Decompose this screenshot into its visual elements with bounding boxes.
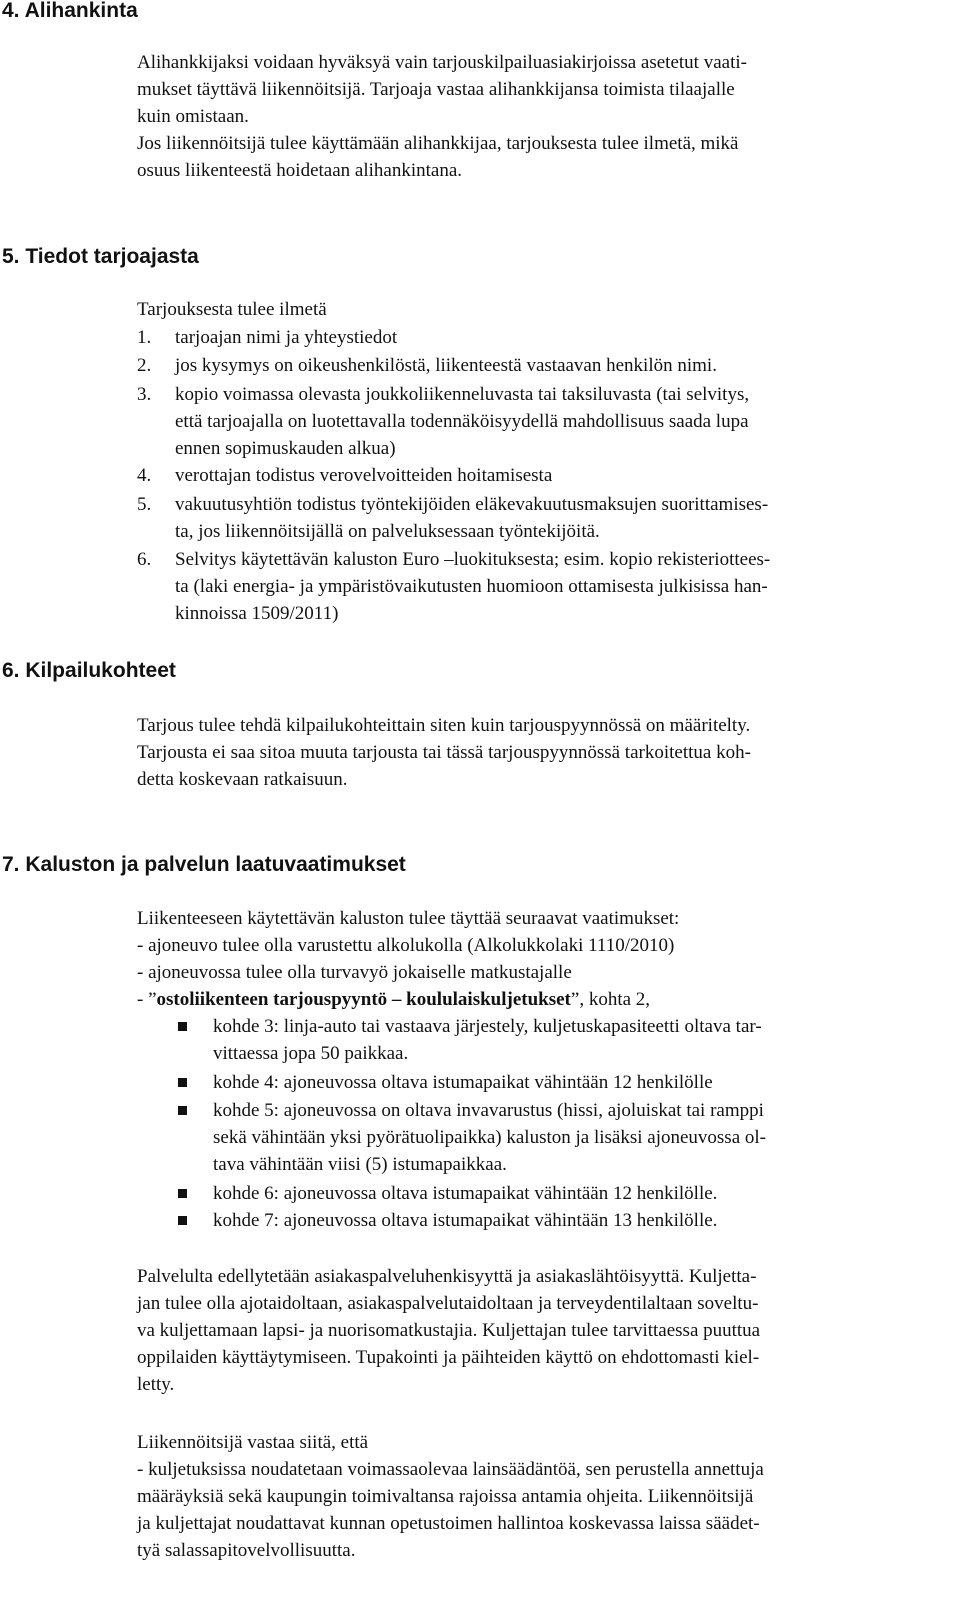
list-number: 3. xyxy=(137,384,152,405)
list-item-text: ta (laki energia- ja ympäristövaikutusten huomioon ottamisesta julkisissa han- xyxy=(175,576,768,597)
s4-line-2: mukset täyttävä liikennöitsijä. Tarjoaja vastaa alihankkijansa toimista tilaajalle xyxy=(137,79,735,100)
square-bullet-icon xyxy=(178,1106,187,1115)
responsibility-line-2: - kuljetuksissa noudatetaan voimassaolevaa lainsäädäntöä, sen perustella annettuja xyxy=(137,1459,764,1480)
responsibility-line-1: Liikennöitsijä vastaa siitä, että xyxy=(137,1432,369,1453)
list-item-text: kinnoissa 1509/2011) xyxy=(175,603,339,624)
list-item-text: että tarjoajalla on luotettavalla todennäköisyydellä mahdollisuus saada lupa xyxy=(175,411,749,432)
ref-prefix: - ” xyxy=(137,989,157,1010)
list-item-text: jos kysymys on oikeushenkilöstä, liikenteestä vastaavan henkilön nimi. xyxy=(175,355,717,376)
service-line-2: jan tulee olla ajotaidoltaan, asiakaspalvelutaidoltaan ja terveydentilaltaan soveltu- xyxy=(137,1293,759,1314)
bullet-text: tava vähintään viisi (5) istumapaikkaa. xyxy=(213,1154,507,1175)
s6-line-3: detta koskevaan ratkaisuun. xyxy=(137,769,348,790)
section-7-heading: 7. Kaluston ja palvelun laatuvaatimukset xyxy=(2,853,406,876)
s7-line-3: - ajoneuvossa tulee olla turvavyö jokaiselle matkustajalle xyxy=(137,962,572,983)
s4-line-5: osuus liikenteestä hoidetaan alihankintana. xyxy=(137,160,463,181)
s7-line-2: - ajoneuvo tulee olla varustettu alkolukolla (Alkolukkolaki 1110/2010) xyxy=(137,935,675,956)
responsibility-line-3: määräyksiä sekä kaupungin toimivaltansa rajoissa antamia ohjeita. Liikennöitsijä xyxy=(137,1486,754,1507)
bullet-text: kohde 4: ajoneuvossa oltava istumapaikat vähintään 12 henkilölle xyxy=(213,1072,713,1093)
list-item-text: verottajan todistus verovelvoitteiden hoitamisesta xyxy=(175,465,553,486)
section-5-heading: 5. Tiedot tarjoajasta xyxy=(2,245,199,268)
section-4-heading: 4. Alihankinta xyxy=(2,0,138,22)
responsibility-line-5: tyä salassapitovelvollisuutta. xyxy=(137,1540,356,1561)
list-item-text: tarjoajan nimi ja yhteystiedot xyxy=(175,327,398,348)
list-item-text: ta, jos liikennöitsijällä on palveluksessaan työntekijöitä. xyxy=(175,521,600,542)
ref-suffix: ”, kohta 2, xyxy=(570,989,651,1010)
list-item-text: Selvitys käytettävän kaluston Euro –luokituksesta; esim. kopio rekisteriottees- xyxy=(175,549,771,570)
service-line-4: oppilaiden käyttäytymiseen. Tupakointi ja päihteiden käyttö on ehdottomasti kiel- xyxy=(137,1347,760,1368)
list-number: 2. xyxy=(137,355,152,376)
list-number: 6. xyxy=(137,549,152,570)
square-bullet-icon xyxy=(178,1189,187,1198)
responsibility-line-4: ja kuljettajat noudattavat kunnan opetustoimen hallintoa koskevassa laissa säädet- xyxy=(137,1513,760,1534)
s5-intro: Tarjouksesta tulee ilmetä xyxy=(137,299,327,320)
service-line-5: letty. xyxy=(137,1374,175,1395)
s7-reference-line xyxy=(137,986,650,1013)
list-number: 5. xyxy=(137,494,152,515)
s6-line-2: Tarjousta ei saa sitoa muuta tarjousta tai tässä tarjouspyynnössä tarkoitettua koh- xyxy=(137,742,751,763)
bullet-text: kohde 5: ajoneuvossa on oltava invavarustus (hissi, ajoluiskat tai ramppi xyxy=(213,1100,764,1121)
list-number: 1. xyxy=(137,327,152,348)
s4-line-3: kuin omistaan. xyxy=(137,106,249,127)
bullet-text: vittaessa jopa 50 paikkaa. xyxy=(213,1043,409,1064)
square-bullet-icon xyxy=(178,1078,187,1087)
square-bullet-icon xyxy=(178,1022,187,1031)
s4-line-1: Alihankkijaksi voidaan hyväksyä vain tarjouskilpailuasiakirjoissa asetetut vaati- xyxy=(137,52,747,73)
s6-line-1: Tarjous tulee tehdä kilpailukohteittain siten kuin tarjouspyynnössä on määritelty. xyxy=(137,715,751,736)
square-bullet-icon xyxy=(178,1216,187,1225)
bullet-text: kohde 3: linja-auto tai vastaava järjestely, kuljetuskapasiteetti oltava tar- xyxy=(213,1016,762,1037)
bullet-text: sekä vähintään yksi pyörätuolipaikka) kaluston ja lisäksi ajoneuvossa ol- xyxy=(213,1127,766,1148)
bullet-text: kohde 7: ajoneuvossa oltava istumapaikat vähintään 13 henkilölle. xyxy=(213,1210,718,1231)
list-item-text: ennen sopimuskauden alkua) xyxy=(175,438,396,459)
s4-line-4: Jos liikennöitsijä tulee käyttämään alihankkijaa, tarjouksesta tulee ilmetä, mikä xyxy=(137,133,739,154)
list-number: 4. xyxy=(137,465,152,486)
section-6-heading: 6. Kilpailukohteet xyxy=(2,659,176,682)
list-item-text: kopio voimassa olevasta joukkoliikenneluvasta tai taksiluvasta (tai selvitys, xyxy=(175,384,750,405)
bullet-text: kohde 6: ajoneuvossa oltava istumapaikat vähintään 12 henkilölle. xyxy=(213,1183,718,1204)
service-line-3: va kuljettamaan lapsi- ja nuorisomatkustajia. Kuljettajan tulee tarvittaessa puuttua xyxy=(137,1320,761,1341)
list-item-text: vakuutusyhtiön todistus työntekijöiden eläkevakuutusmaksujen suorittamises- xyxy=(175,494,769,515)
s7-line-1: Liikenteeseen käytettävän kaluston tulee täyttää seuraavat vaatimukset: xyxy=(137,908,680,929)
service-line-1: Palvelulta edellytetään asiakaspalveluhenkisyyttä ja asiakaslähtöisyyttä. Kuljetta- xyxy=(137,1266,757,1287)
ref-document-title: ostoliikenteen tarjouspyyntö – koululaiskuljetukset xyxy=(156,989,571,1010)
